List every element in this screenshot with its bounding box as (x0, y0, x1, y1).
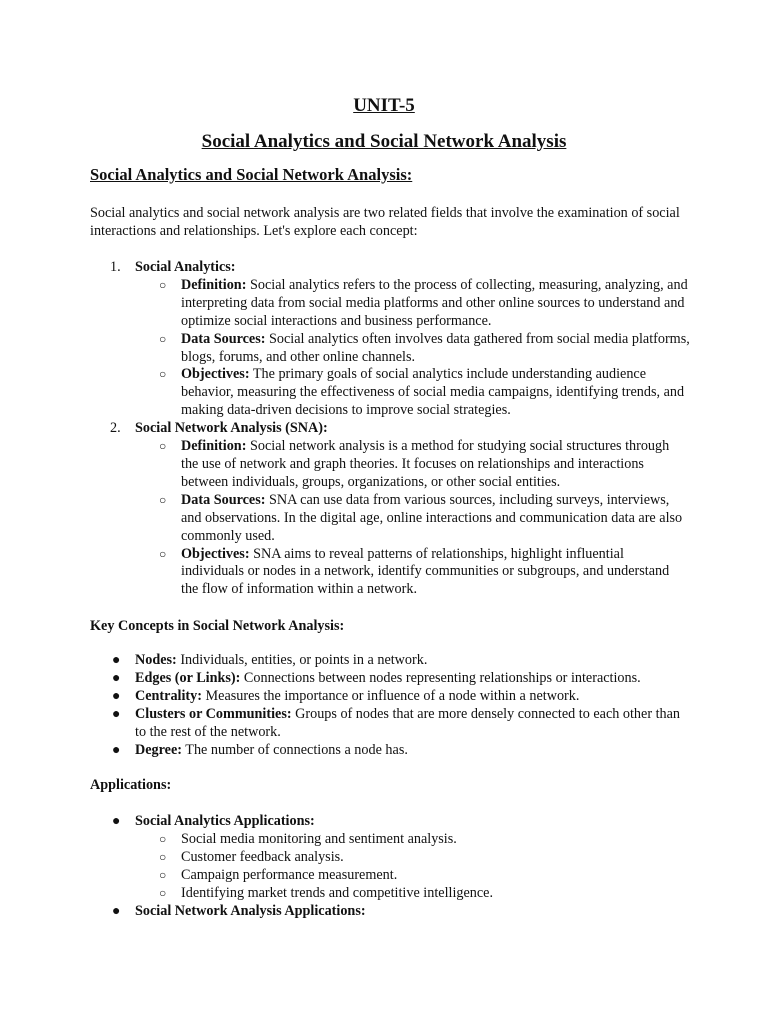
applications-heading: Applications: (90, 777, 172, 793)
sub-item-text: Social analytics refers to the process of collecting, measuring, analyzing, and interpreting data from social media platforms and other online sources to understand and optimize social interactions and business performance. (181, 276, 688, 329)
bullet-icon: ● (112, 688, 121, 704)
bullet-icon: ● (112, 653, 121, 668)
circle-bullet-icon: ○ (159, 439, 167, 454)
concept-label: Nodes: (135, 652, 177, 668)
list-item-title: Social Analytics: (135, 259, 236, 275)
intro-paragraph: Social analytics and social network analysis are two related fields that involve the examination of social interactions and relationships. Let's explore each concept: (90, 205, 680, 239)
sub-item-label: Definition: (181, 438, 247, 455)
circle-bullet-icon: ○ (159, 831, 167, 846)
list-item (90, 259, 690, 277)
application-group-title: Social Network Analysis Applications: (135, 902, 366, 919)
sub-item-label: Data Sources: (181, 330, 266, 347)
sub-list-item (90, 366, 690, 420)
sub-list-item (90, 438, 690, 492)
bullet-icon: ● (112, 670, 121, 686)
sub-list-item (90, 867, 690, 885)
concept-text: Groups of nodes that are more densely connected to each other than to the rest of the network. (135, 705, 681, 740)
concept-text: The number of connections a node has. (182, 741, 408, 758)
sub-list-item (90, 546, 690, 600)
concept-label: Clusters or Communities: (135, 705, 292, 722)
concept-text: Measures the importance or influence of a node within a network. (201, 687, 580, 704)
bullet-icon: ● (112, 814, 121, 829)
list-item (90, 742, 690, 760)
sub-list-item (90, 849, 690, 867)
sub-item-text: Social network analysis is a method for studying social structures through the use of network and graph theories. It focuses on relationships and interactions between individuals, groups, organizations, or other social entities. (181, 438, 670, 490)
circle-bullet-icon: ○ (159, 492, 167, 507)
application-item: Campaign performance measurement. (181, 866, 398, 883)
concept-text: Connections between nodes representing relationships or interactions. (240, 669, 641, 686)
sub-item-label: Objectives: (181, 545, 250, 562)
bullet-icon: ● (112, 706, 121, 722)
concept-text: Individuals, entities, or points in a network. (176, 652, 428, 668)
circle-bullet-icon: ○ (159, 331, 167, 346)
circle-bullet-icon: ○ (159, 849, 167, 864)
key-concepts-list (90, 652, 690, 759)
list-item (90, 688, 690, 706)
sub-item-text: SNA can use data from various sources, including surveys, interviews, and observations. In the digital age, online interactions and communication data are also commonly used. (181, 491, 683, 544)
section-heading: Social Analytics and Social Network Analysis: (90, 165, 413, 184)
document-title: Social Analytics and Social Network Analysis (201, 131, 567, 152)
concept-label: Degree: (135, 741, 182, 758)
application-group-title: Social Analytics Applications: (135, 813, 315, 829)
numbered-list (90, 259, 690, 599)
sub-list-item (90, 331, 690, 367)
circle-bullet-icon: ○ (159, 885, 167, 900)
list-item (90, 420, 690, 438)
application-item: Identifying market trends and competitive intelligence. (181, 884, 494, 901)
circle-bullet-icon: ○ (159, 546, 167, 561)
list-item (90, 670, 690, 688)
application-item: Customer feedback analysis. (181, 848, 344, 865)
sub-item-text: The primary goals of social analytics include understanding audience behavior, measuring the effectiveness of social media campaigns, identifying trends, and making data-driven decisions to improve social strategies. (181, 366, 685, 419)
sub-list-item (90, 492, 690, 546)
circle-bullet-icon: ○ (159, 277, 167, 292)
list-item-title: Social Network Analysis (SNA): (135, 420, 328, 437)
list-item (90, 652, 690, 670)
list-item (90, 903, 690, 921)
sub-item-label: Objectives: (181, 366, 250, 383)
sub-item-text: Social analytics often involves data gathered from social media platforms, blogs, forums, and other online channels. (181, 330, 690, 365)
circle-bullet-icon: ○ (159, 367, 167, 382)
concept-label: Centrality: (135, 687, 202, 704)
unit-title: UNIT-5 (353, 95, 415, 116)
sub-list-item (90, 831, 690, 849)
applications-list (90, 813, 690, 920)
application-item: Social media monitoring and sentiment analysis. (181, 830, 457, 847)
bullet-icon: ● (112, 742, 121, 758)
list-item (90, 706, 690, 742)
concept-label: Edges (or Links): (135, 669, 241, 686)
sub-list-item (90, 277, 690, 331)
list-number: 2. (110, 420, 121, 437)
circle-bullet-icon: ○ (159, 867, 167, 882)
sub-item-label: Definition: (181, 276, 247, 293)
list-number: 1. (110, 259, 121, 275)
key-concepts-heading: Key Concepts in Social Network Analysis: (90, 618, 345, 634)
list-item (90, 813, 690, 831)
sub-item-text: SNA aims to reveal patterns of relationships, highlight influential individuals or nodes in a network, identify communities or subgroups, and understand the flow of information within a network. (181, 545, 670, 598)
sub-list-item (90, 885, 690, 903)
bullet-icon: ● (112, 903, 121, 919)
sub-item-label: Data Sources: (181, 491, 266, 508)
